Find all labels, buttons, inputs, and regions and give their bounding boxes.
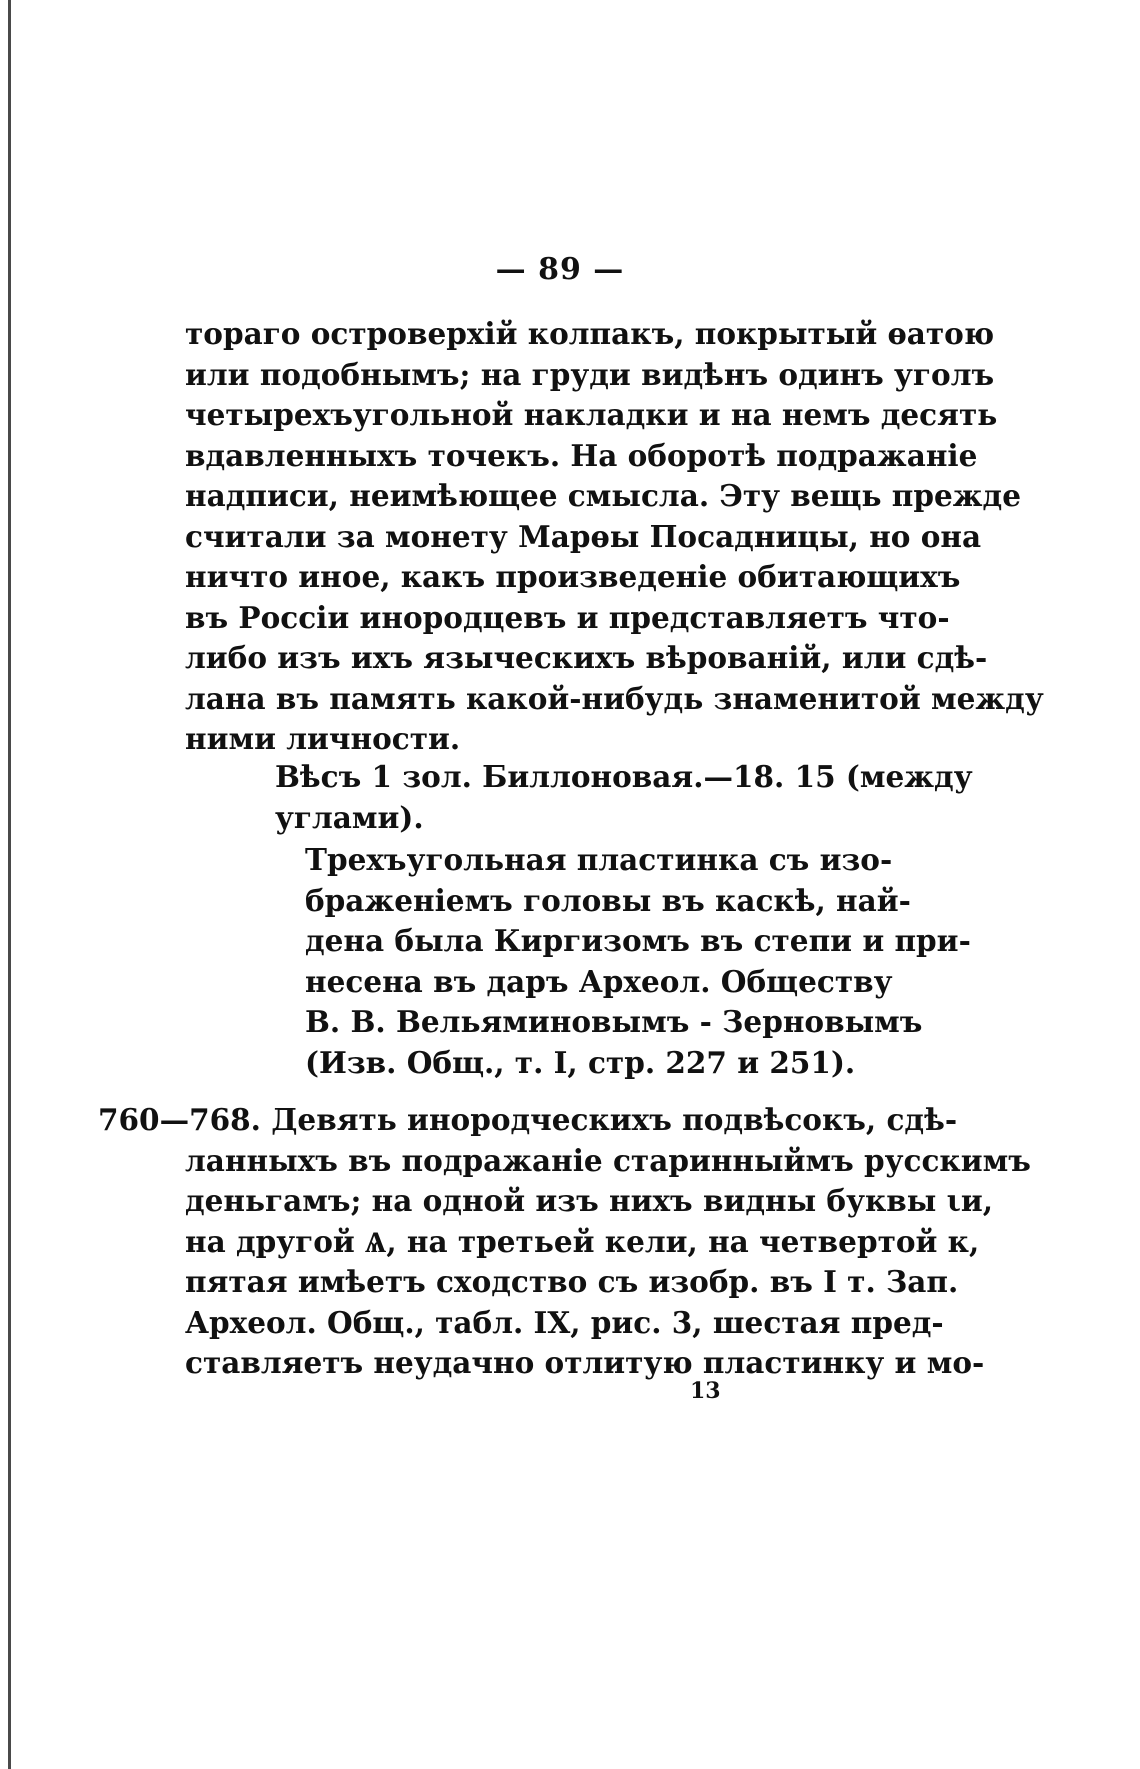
page-number: — 89 — xyxy=(495,252,625,287)
text-line: пятая имѣетъ сходство съ изобр. въ I т. Зап. xyxy=(185,1264,959,1299)
text-line: браженіемъ головы въ каскѣ, най- xyxy=(305,882,911,918)
text-line: углами). xyxy=(275,799,424,835)
text-line: 760—768. Девять инородческихъ подвѣсокъ, сдѣ- xyxy=(98,1102,958,1137)
text-line: деньгамъ; на одной изъ нихъ видны буквы ιи, xyxy=(185,1183,994,1218)
catalog-entry-760-768 xyxy=(98,1100,1031,1384)
page-edge-shadow xyxy=(8,0,11,1769)
text-line: Вѣсъ 1 зол. Биллоновая.—18. 15 (между xyxy=(275,759,973,794)
text-line: В. В. Вельяминовымъ - Зерновымъ xyxy=(305,1004,923,1039)
weight-paragraph xyxy=(275,757,973,838)
text-line: Трехъугольная пластинка съ изо- xyxy=(305,842,893,877)
text-line: тораго островерхій колпакъ, покрытый ѳатою xyxy=(185,316,995,351)
text-line: Археол. Общ., табл. IX, рис. 3, шестая пред- xyxy=(185,1304,944,1340)
text-line: ничто иное, какъ произведеніе обитающихъ xyxy=(185,559,961,594)
description-paragraph xyxy=(185,314,1044,760)
text-line: дена была Киргизомъ въ степи и при- xyxy=(305,923,971,958)
text-line: надписи, неимѣющее смысла. Эту вещь прежде xyxy=(185,478,1021,513)
text-line: несена въ даръ Археол. Обществу xyxy=(305,963,893,999)
text-line: ланныхъ въ подражаніе старинныймъ русскимъ xyxy=(185,1142,1031,1178)
find-note-paragraph xyxy=(305,840,971,1083)
text-line: (Изв. Общ., т. I, стр. 227 и 251). xyxy=(305,1044,856,1080)
text-line: считали за монету Марѳы Посадницы, но она xyxy=(185,518,982,554)
text-line: лана въ память какой-нибудь знаменитой между xyxy=(185,680,1044,716)
text-line: четырехъугольной накладки и на немъ десять xyxy=(185,397,998,432)
text-line: или подобнымъ; на груди видѣнъ одинъ уголъ xyxy=(185,356,995,392)
text-line: ставляетъ неудачно отлитую пластинку и мо- xyxy=(185,1345,985,1380)
printer-signature-mark: 13 xyxy=(690,1378,721,1404)
text-line: ними личности. xyxy=(185,721,461,756)
text-line: либо изъ ихъ языческихъ вѣрованій, или сдѣ- xyxy=(185,640,988,675)
text-line: на другой Ѧ, на третьей кели, на четвертой к, xyxy=(185,1223,980,1259)
text-line: въ Россіи инородцевъ и представляетъ что- xyxy=(185,599,950,635)
text-line: вдавленныхъ точекъ. На оборотѣ подражаніе xyxy=(185,437,978,473)
